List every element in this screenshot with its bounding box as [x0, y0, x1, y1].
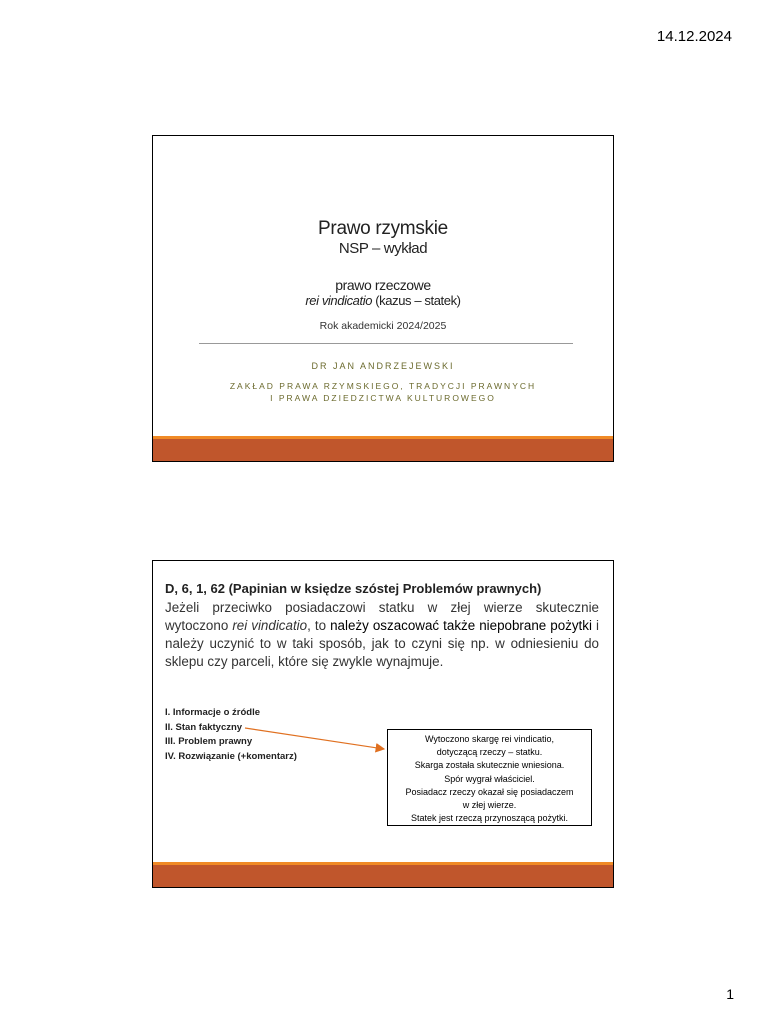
department-line-1: ZAKŁAD PRAWA RZYMSKIEGO, TRADYCJI PRAWNYCH: [229, 381, 537, 391]
slide-topic-detail: [153, 293, 613, 308]
department-line-2: I PRAWA DZIEDZICTWA KULTUROWEGO: [270, 393, 496, 403]
quote-strong: należy oszacować także niepobrane pożytki: [330, 618, 592, 633]
slide-title: [152, 135, 614, 462]
slide-topic: prawo rzeczowe: [335, 277, 431, 293]
slide-footer-bar: [153, 436, 613, 461]
facts-line: Wytoczono skargę rei vindicatio,: [425, 734, 554, 744]
arrow-connector: [153, 561, 613, 887]
facts-box: [387, 729, 592, 826]
page-date: 14.12.2024: [656, 28, 732, 45]
slide-title-heading: Prawo rzymskie: [318, 218, 448, 239]
quote-italic: rei vindicatio: [232, 618, 308, 633]
outline-item: I. Informacje o źródle: [165, 707, 261, 718]
facts-line: w złej wierze.: [462, 800, 517, 811]
page-number: 1: [726, 986, 734, 1002]
quote-part-1: Jeżeli przeciwko posiadaczowi statku w złej wierze skutecznie wytoczono: [165, 600, 599, 633]
slide-subtitle: NSP – wykład: [338, 240, 428, 257]
case-heading: D, 6, 1, 62 (Papinian w księdze szóstej Problemów prawnych): [165, 581, 542, 596]
facts-line: Statek jest rzeczą przynoszącą pożytki.: [410, 813, 569, 824]
topic-rest: (kazus – statek): [372, 293, 461, 308]
facts-line: dotyczącą rzeczy – statku.: [436, 747, 543, 758]
outline-item: IV. Rozwiązanie (+komentarz): [165, 750, 297, 762]
topic-italic: rei vindicatio: [305, 293, 373, 308]
department: [153, 380, 613, 404]
outline-item: III. Problem prawny: [165, 736, 253, 747]
quote-part-2: , to: [307, 618, 331, 633]
slide-case: [152, 560, 614, 888]
quote-part-3: i należy uczynić to w taki sposób, jak to czyni się np. w odniesieniu do sklepu czy parceli, które się zwykle wynajmuje.: [165, 618, 599, 669]
facts-line: Skarga została skutecznie wniesiona.: [414, 760, 565, 771]
academic-year: Rok akademicki 2024/2025: [319, 320, 447, 332]
facts-line: Posiadacz rzeczy okazał się posiadaczem: [405, 786, 574, 797]
facts-line: Spór wygrał właściciel.: [444, 773, 535, 784]
slide-footer-bar: [153, 862, 613, 887]
author: DR JAN ANDRZEJEWSKI: [311, 361, 455, 371]
outline-item: II. Stan faktyczny: [165, 721, 243, 733]
divider: [199, 343, 573, 344]
